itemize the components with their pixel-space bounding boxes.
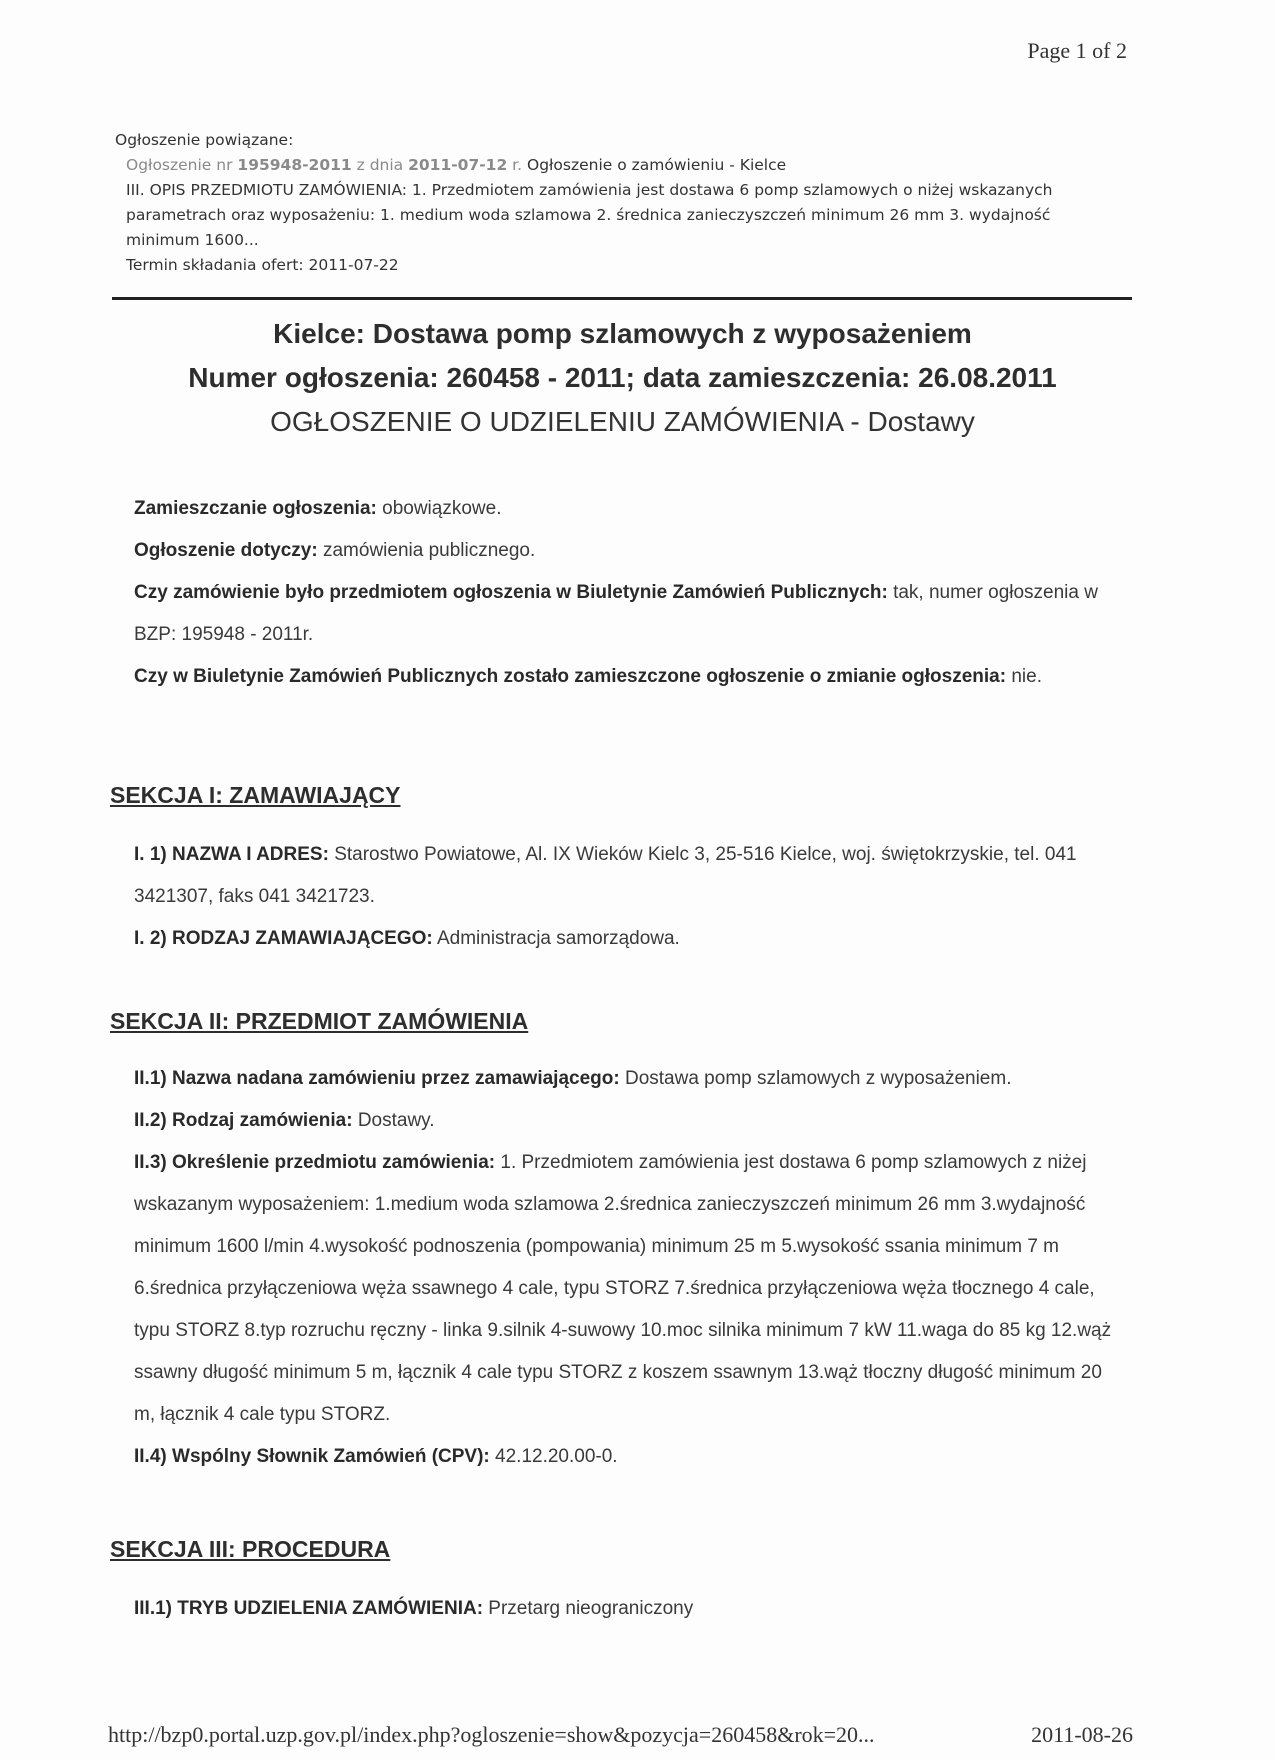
section2-cpv-label: II.4) Wspólny Słownik Zamówień (CPV): xyxy=(134,1446,490,1467)
section3-mode-value: Przetarg nieograniczony xyxy=(483,1598,694,1619)
section2-cpv-value: 42.12.20.00-0. xyxy=(489,1446,618,1467)
footer-date: 2011-08-26 xyxy=(1031,1722,1133,1747)
related-link-date[interactable]: 2011-07-12 xyxy=(408,156,508,174)
bzp-value: tak, numer ogłoszenia w BZP: 195948 - 2011r. xyxy=(134,582,1098,645)
section2-cpv-row xyxy=(134,1436,1119,1478)
related-notice xyxy=(115,128,1125,278)
page-number: Page 1 of 2 xyxy=(1027,38,1127,63)
section1-type-label: I. 2) RODZAJ ZAMAWIAJĄCEGO: xyxy=(134,928,433,949)
section1-type-row xyxy=(134,918,1119,960)
section1-block xyxy=(134,834,1119,960)
bzp-row xyxy=(134,572,1119,656)
related-body xyxy=(115,153,1125,278)
notice-type-line: OGŁOSZENIE O UDZIELENIU ZAMÓWIENIA - Dostawy xyxy=(270,406,975,437)
concerns-row xyxy=(134,530,1119,572)
related-description: III. OPIS PRZEDMIOTU ZAMÓWIENIA: 1. Przedmiotem zamówienia jest dostawa 6 pomp szlamowych o niżej wskazanych parametrach oraz wyposażeniu: 1. medium woda szlamowa 2. średnica zanieczyszczeń minimum 26 mm 3. wydajność minimum 1600... xyxy=(126,181,1053,249)
related-deadline: Termin składania ofert: 2011-07-22 xyxy=(126,256,399,274)
related-link-suffix[interactable]: r. xyxy=(507,156,523,174)
section2-kind-value: Dostawy. xyxy=(352,1110,435,1131)
change-label: Czy w Biuletynie Zamówień Publicznych zostało zamieszczone ogłoszenie o zmianie ogłoszenia: xyxy=(134,666,1007,687)
section2-desc-value: 1. Przedmiotem zamówienia jest dostawa 6 pomp szlamowych z niżej wskazanym wyposażeniem: 1.medium woda szlamowa 2.średnica zanieczyszczeń minimum 26 mm 3.wydajność minimum 1600 l/min 4.wysokość podnoszenia (pompowania) minimum 25 m 5.wysokość ssania minimum 7 m 6.średnica przyłączeniowa węża ssawnego 4 cale, typu STORZ 7.średnica przyłączeniowa węża tłocznego 4 cale, typu STORZ 8.typ rozruchu ręczny - linka 9.silnik 4-suwowy 10.moc silnika minimum 7 kW 11.waga do 85 kg 12.wąż ssawny długość minimum 5 m, łącznik 4 cale typu STORZ z koszem ssawnym 13.wąż tłoczny długość minimum 20 m, łącznik 4 cale typu STORZ. xyxy=(134,1152,1112,1425)
related-link-line xyxy=(126,153,1125,178)
placement-value: obowiązkowe. xyxy=(376,498,502,519)
change-row xyxy=(134,656,1119,698)
placement-row xyxy=(134,488,1119,530)
section1-name-label: I. 1) NAZWA I ADRES: xyxy=(134,844,329,865)
related-link-number[interactable]: 195948-2011 xyxy=(237,156,352,174)
section2-heading: SEKCJA II: PRZEDMIOT ZAMÓWIENIA xyxy=(110,1008,529,1034)
section3-heading: SEKCJA III: PROCEDURA xyxy=(110,1536,391,1562)
section2-kind-label: II.2) Rodzaj zamówienia: xyxy=(134,1110,353,1131)
bzp-label: Czy zamówienie było przedmiotem ogłoszenia w Biuletynie Zamówień Publicznych: xyxy=(134,582,888,603)
notice-title: Kielce: Dostawa pomp szlamowych z wyposażeniem xyxy=(273,318,972,349)
section2-desc-label: II.3) Określenie przedmiotu zamówienia: xyxy=(134,1152,496,1173)
section2-desc-row xyxy=(134,1142,1119,1436)
section1-type-value: Administracja samorządowa. xyxy=(432,928,680,949)
concerns-label: Ogłoszenie dotyczy: xyxy=(134,540,318,561)
section2-name-label: II.1) Nazwa nadana zamówieniu przez zamawiającego: xyxy=(134,1068,620,1089)
placement-label: Zamieszczanie ogłoszenia: xyxy=(134,498,377,519)
section1-name-row xyxy=(134,834,1119,918)
footer-url: http://bzp0.portal.uzp.gov.pl/index.php?ogloszenie=show&pozycja=260458&rok=20... xyxy=(108,1722,875,1747)
section2-name-row xyxy=(134,1058,1119,1100)
change-value: nie. xyxy=(1006,666,1042,687)
section1-heading: SEKCJA I: ZAMAWIAJĄCY xyxy=(110,782,401,808)
related-after-link: Ogłoszenie o zamówieniu - Kielce xyxy=(522,156,787,174)
related-heading: Ogłoszenie powiązane: xyxy=(115,131,294,149)
section2-block xyxy=(134,1058,1119,1478)
intro-block xyxy=(134,488,1119,698)
section1-name-value: Starostwo Powiatowe, Al. IX Wieków Kielc 3, 25-516 Kielce, woj. świętokrzyskie, tel. 041 3421307, faks 041 3421723. xyxy=(134,844,1077,907)
section3-block xyxy=(134,1588,1119,1630)
section2-kind-row xyxy=(134,1100,1119,1142)
section2-name-value: Dostawa pomp szlamowych z wyposażeniem. xyxy=(619,1068,1012,1089)
related-link-prefix[interactable]: Ogłoszenie nr xyxy=(126,156,238,174)
notice-number-line: Numer ogłoszenia: 260458 - 2011; data zamieszczenia: 26.08.2011 xyxy=(188,362,1057,393)
divider-line xyxy=(112,297,1132,300)
section3-mode-row xyxy=(134,1588,1119,1630)
concerns-value: zamówienia publicznego. xyxy=(317,540,536,561)
section3-mode-label: III.1) TRYB UDZIELENIA ZAMÓWIENIA: xyxy=(134,1598,484,1619)
title-block xyxy=(0,312,1275,444)
related-link-mid[interactable]: z dnia xyxy=(351,156,409,174)
